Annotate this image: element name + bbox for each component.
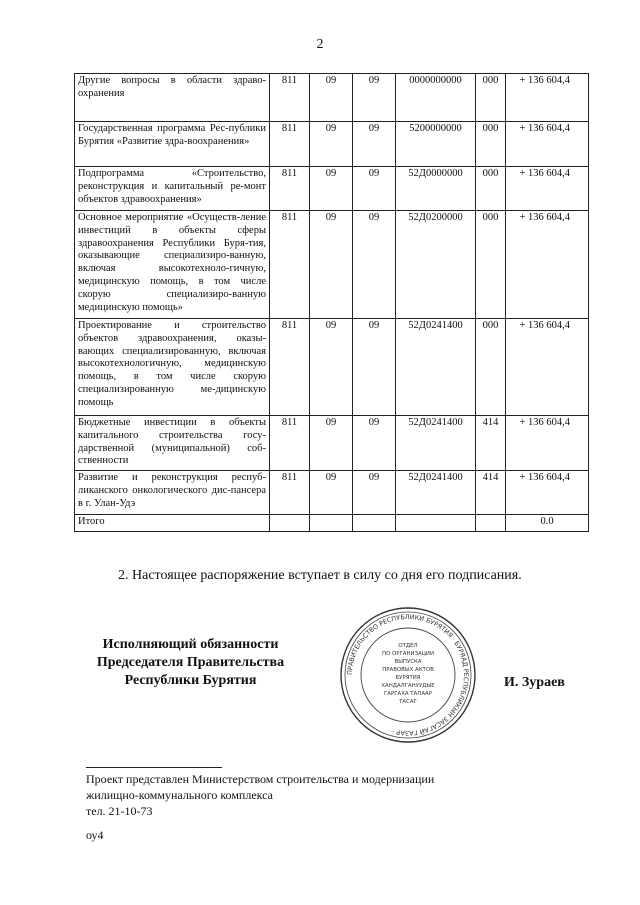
row-rz: 09 bbox=[310, 211, 353, 319]
seal-center-line: ПРАВОВЫХ АКТОВ bbox=[382, 667, 434, 673]
budget-table bbox=[74, 73, 589, 532]
row-grbs: 811 bbox=[270, 319, 310, 416]
clause-text: 2. Настоящее распоряжение вступает в силу со дня его подписания. bbox=[118, 568, 522, 583]
row-name: Бюджетные инвестиции в объекты капитального строительства госу-дарственной (муниципальной) соб-ственности bbox=[75, 416, 270, 471]
row-rz: 09 bbox=[310, 74, 353, 122]
row-csr: 52Д0200000 bbox=[396, 211, 476, 319]
row-amount: + 136 604,4 bbox=[506, 471, 589, 515]
table-row bbox=[75, 416, 589, 471]
row-csr: 52Д0241400 bbox=[396, 319, 476, 416]
row-rz: 09 bbox=[310, 167, 353, 211]
row-vr: 000 bbox=[476, 74, 506, 122]
row-pr: 09 bbox=[353, 471, 396, 515]
seal-center-line: БУРЯТИЯ bbox=[395, 675, 421, 681]
signatory-name: И. Зураев bbox=[504, 675, 565, 690]
row-amount: + 136 604,4 bbox=[506, 122, 589, 167]
row-csr: 0000000000 bbox=[396, 74, 476, 122]
document-code: оу4 bbox=[86, 828, 104, 842]
row-csr: 5200000000 bbox=[396, 122, 476, 167]
total-amount: 0.0 bbox=[506, 515, 589, 532]
table-row bbox=[75, 122, 589, 167]
row-name: Проектирование и строительство объектов здравоохранения, оказы-вающих специализированную, включая высокотехнологичную, медицинскую помощь, в том числе скорую специализированную ме-дицинскую помощь bbox=[75, 319, 270, 416]
row-csr: 52Д0241400 bbox=[396, 471, 476, 515]
row-amount: + 136 604,4 bbox=[506, 319, 589, 416]
row-grbs: 811 bbox=[270, 211, 310, 319]
row-grbs: 811 bbox=[270, 167, 310, 211]
footnote bbox=[86, 771, 606, 820]
row-pr: 09 bbox=[353, 319, 396, 416]
row-amount: + 136 604,4 bbox=[506, 74, 589, 122]
row-grbs: 811 bbox=[270, 74, 310, 122]
row-vr: 000 bbox=[476, 122, 506, 167]
row-amount: + 136 604,4 bbox=[506, 211, 589, 319]
row-name: Основное мероприятие «Осуществ-ление инвестиций в объекты сферы здравоохранения Республики Буря-тия, оказывающие специализиро-ванную, включая высокотехноло-гичную, медицинскую помощь, в том числе скорую специализиро-ванную медицинскую помощь» bbox=[75, 211, 270, 319]
row-csr: 52Д0241400 bbox=[396, 416, 476, 471]
row-name: Подпрограмма «Строительство, реконструкция и капитальный ре-монт объектов здравоохранения» bbox=[75, 167, 270, 211]
row-grbs: 811 bbox=[270, 416, 310, 471]
row-name: Другие вопросы в области здраво-охранения bbox=[75, 74, 270, 122]
page-number: 2 bbox=[316, 37, 324, 52]
seal-center-line: ГАРГАХА ТАЛААР bbox=[384, 691, 432, 697]
row-vr: 000 bbox=[476, 319, 506, 416]
signatory-title-line: Председателя Правительства bbox=[96, 655, 285, 671]
row-name: Государственная программа Рес-публики Бурятия «Развитие здра-воохранения» bbox=[75, 122, 270, 167]
row-grbs: 811 bbox=[270, 471, 310, 515]
official-seal bbox=[338, 605, 478, 745]
row-pr: 09 bbox=[353, 416, 396, 471]
signatory-title-line: Республики Бурятия bbox=[124, 673, 257, 689]
seal-ring-text: ПРАВИТЕЛЬСТВО РЕСПУБЛИКИ БУРЯТИЯ · БУРЯАД РЕСПУБЛИКЫН ЗАСАГАЙ ГАЗАР · bbox=[345, 612, 471, 738]
row-rz: 09 bbox=[310, 416, 353, 471]
row-vr: 414 bbox=[476, 471, 506, 515]
seal-center-line: ТАСАГ bbox=[399, 699, 417, 705]
footnote-line: тел. 21-10-73 bbox=[86, 804, 153, 819]
seal-center-line: ХАНДАЛГАНУУДЫЕ bbox=[381, 683, 435, 689]
row-name: Развитие и реконструкция респуб-ликанского онкологического дис-пансера в г. Улан-Удэ bbox=[75, 471, 270, 515]
row-vr: 000 bbox=[476, 211, 506, 319]
table-row bbox=[75, 319, 589, 416]
row-vr: 000 bbox=[476, 167, 506, 211]
row-pr: 09 bbox=[353, 167, 396, 211]
row-rz: 09 bbox=[310, 471, 353, 515]
row-rz: 09 bbox=[310, 319, 353, 416]
row-rz: 09 bbox=[310, 122, 353, 167]
row-amount: + 136 604,4 bbox=[506, 167, 589, 211]
table-total-row bbox=[75, 515, 589, 532]
seal-center-line: ПО ОРГАНИЗАЦИИ bbox=[382, 651, 434, 657]
signatory-title bbox=[78, 636, 303, 691]
row-vr: 414 bbox=[476, 416, 506, 471]
signatory-title-line: Исполняющий обязанности bbox=[102, 637, 279, 652]
footnote-divider bbox=[86, 767, 222, 768]
table-row bbox=[75, 167, 589, 211]
footnote-line: Проект представлен Министерством строительства и модернизации bbox=[86, 772, 435, 786]
table-row bbox=[75, 211, 589, 319]
row-grbs: 811 bbox=[270, 122, 310, 167]
footnote-line: жилищно-коммунального комплекса bbox=[86, 788, 273, 803]
table-row bbox=[75, 74, 589, 122]
row-amount: + 136 604,4 bbox=[506, 416, 589, 471]
row-pr: 09 bbox=[353, 74, 396, 122]
row-csr: 52Д0000000 bbox=[396, 167, 476, 211]
seal-center-line: ОТДЕЛ bbox=[398, 643, 418, 649]
seal-center-line: ВЫПУСКА bbox=[394, 659, 422, 665]
row-pr: 09 bbox=[353, 122, 396, 167]
total-label: Итого bbox=[75, 515, 270, 532]
table-row bbox=[75, 471, 589, 515]
row-pr: 09 bbox=[353, 211, 396, 319]
